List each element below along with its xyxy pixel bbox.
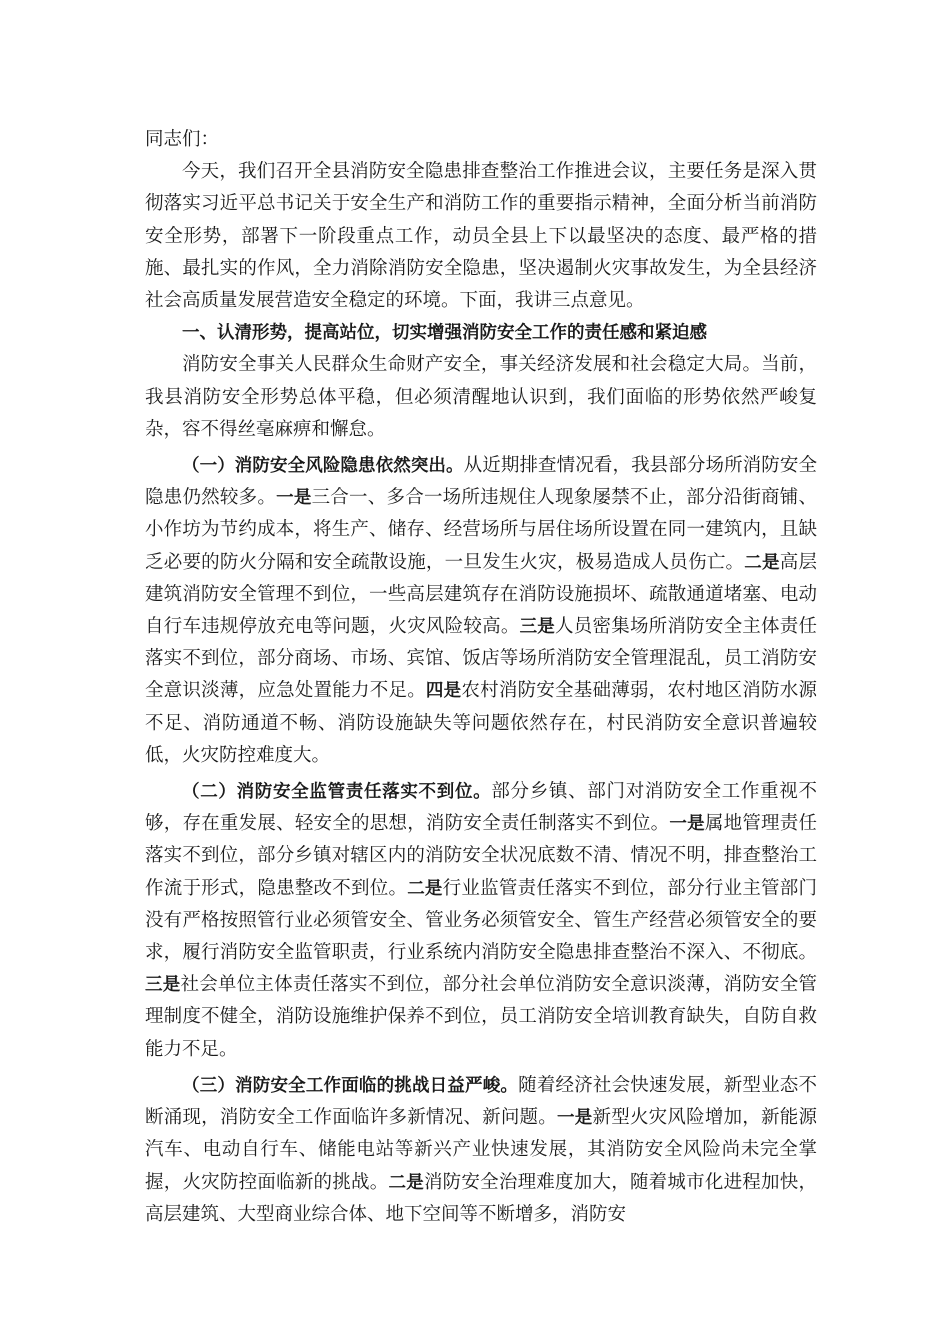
item-1-marker-2: 二是 [744, 552, 780, 573]
item-1-point-4: 农村消防安全基础薄弱，农村地区消防水源不足、消防通道不畅、消防设施缺失等问题依然存在，村民消防安全意识普遍较低，火灾防控难度大。 [145, 680, 817, 766]
item-1-marker-4: 四是 [425, 681, 462, 702]
item-3-point-2: 消防安全治理难度加大，随着城市化进程加快，高层建筑、大型商业综合体、地下空间等不断增多，消防安 [145, 1171, 817, 1225]
intro-paragraph: 今天，我们召开全县消防安全隐患排查整治工作推进会议，主要任务是深入贯彻落实习近平总书记关于安全生产和消防工作的重要指示精神，全面分析当前消防安全形势，部署下一阶段重点工作，动员全县上下以最坚决的态度、最严格的措施、最扎实的作风，全力消除消防安全隐患，坚决遏制火灾事故发生，为全县经济社会高质量发展营造安全稳定的环境。下面，我讲三点意见。 [145, 161, 817, 312]
document-body [145, 124, 817, 1231]
item-1-point-2: 高层建筑消防安全管理不到位，一些高层建筑存在消防设施损坏、疏散通道堵塞、电动自行车违规停放充电等问题，火灾风险较高。 [145, 551, 817, 638]
item-2-point-3: 社会单位主体责任落实不到位，部分社会单位消防安全意识淡薄，消防安全管理制度不健全，消防设施维护保养不到位，员工消防安全培训教育缺失，自防自救能力不足。 [145, 974, 817, 1060]
item-2-point-1: 属地管理责任落实不到位，部分乡镇对辖区内的消防安全状况底数不清、情况不明，排查整治工作流于形式，隐患整改不到位。 [145, 813, 817, 899]
item-3-point-1: 新型火灾风险增加，新能源汽车、电动自行车、储能电站等新兴产业快速发展，其消防安全风险尚未完全掌握，火灾防控面临新的挑战。 [145, 1107, 817, 1193]
item-2-marker-1: 一是 [669, 814, 705, 835]
salutation: 同志们： [145, 129, 220, 150]
item-1-marker-3: 三是 [519, 617, 556, 638]
section-1-lead: 消防安全事关人民群众生命财产安全，事关经济发展和社会稳定大局。当前，我县消防安全形势总体平稳，但必须清醒地认识到，我们面临的形势依然严峻复杂，容不得丝毫麻痹和懈怠。 [145, 354, 817, 440]
item-1-point-1: 三合一、多合一场所违规住人现象屡禁不止，部分沿街商铺、小作坊为节约成本，将生产、储存、经营场所与居住场所设置在同一建筑内，且缺乏必要的防火分隔和安全疏散设施，一旦发生火灾，极易造成人员伤亡。 [145, 487, 818, 573]
item-2-marker-2: 二是 [407, 878, 443, 899]
item-1-paragraph [145, 450, 817, 772]
item-2-title: （二）消防安全监管责任落实不到位。 [182, 782, 492, 803]
item-3-title: （三）消防安全工作面临的挑战日益严峻。 [182, 1075, 519, 1096]
item-1-point-3: 人员密集场所消防安全主体责任落实不到位，部分商场、市场、宾馆、饭店等场所消防安全管理混乱，员工消防安全意识淡薄，应急处置能力不足。 [145, 616, 817, 702]
item-3-text: 随着经济社会快速发展，新型业态不断涌现，消防安全工作面临许多新情况、新问题。 [145, 1074, 817, 1129]
item-1-title: （一）消防安全风险隐患依然突出。 [182, 456, 464, 477]
item-1-marker-1: 一是 [276, 488, 312, 509]
item-2-paragraph [145, 776, 817, 1066]
item-2-text: 部分乡镇、部门对消防安全工作重视不够，存在重发展、轻安全的思想，消防安全责任制落实不到位。 [145, 781, 817, 835]
item-2-point-2: 行业监管责任落实不到位，部分行业主管部门没有严格按照管行业必须管安全、管业务必须管安全、管生产经营必须管安全的要求，履行消防安全监管职责，行业系统内消防安全隐患排查整治不深入、不彻底。 [145, 877, 817, 964]
item-3-marker-1: 一是 [557, 1108, 593, 1129]
item-3-marker-2: 二是 [388, 1172, 424, 1193]
item-2-marker-3: 三是 [145, 975, 181, 996]
item-1-text: 从近期排查情况看，我县部分场所消防安全隐患仍然较多。 [145, 455, 817, 509]
section-1-heading: 一、认清形势，提高站位，切实增强消防安全工作的责任感和紧迫感 [182, 323, 707, 344]
item-3-paragraph [145, 1070, 817, 1231]
